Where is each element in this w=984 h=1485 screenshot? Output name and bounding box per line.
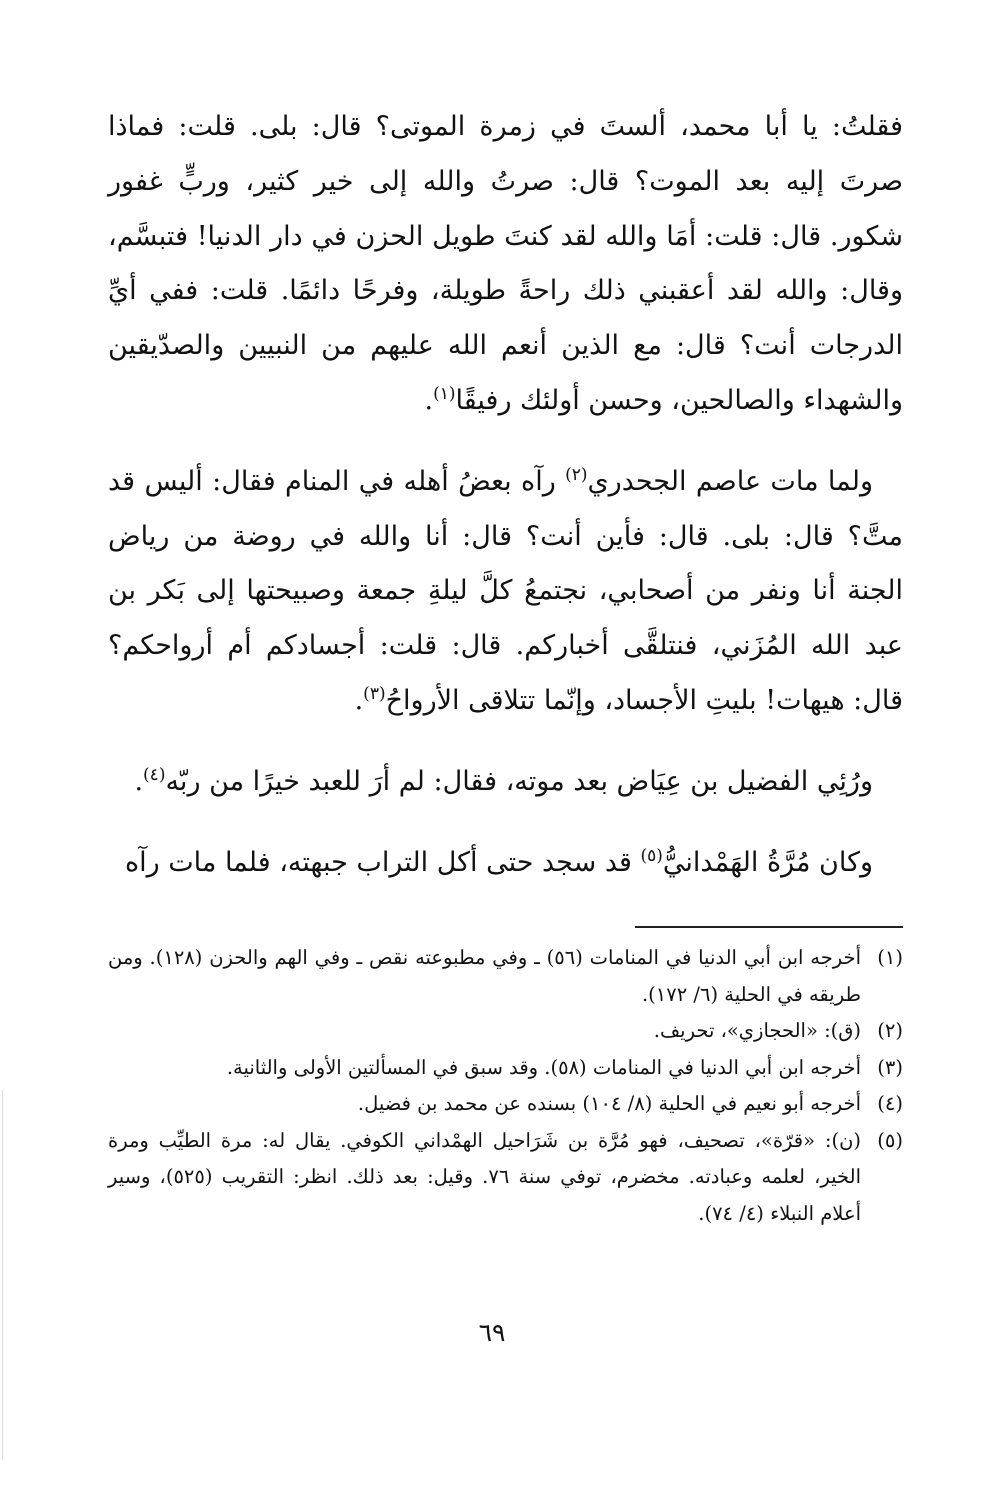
footnote-number: (٤) — [877, 1092, 903, 1115]
footnote-number: (١) — [877, 946, 903, 969]
footnote-5 — [108, 1123, 903, 1233]
footnotes — [108, 940, 903, 1232]
footnote-ref: (١) — [433, 383, 456, 404]
footnote-3 — [108, 1050, 903, 1087]
paragraph-text: رآه بعضُ أهله في المنام فقال: أليس قد متَّ؟ قال: بلى. قال: فأين أنت؟ قال: أنا والله في روضة من رياض الجنة أنا ونفر من أصحابي، نجتمعُ كلَّ ليلةِ جمعة وصبيحتها إلى بَكر بن عبد الله المُزَني، فنتلقَّى أخباركم. قال: قلت: أجسادكم أم أرواحكم؟ قال: هيهات! بليتِ الأجساد، وإنّما تتلاقى الأرواحُ — [108, 465, 903, 716]
main-text — [108, 100, 903, 890]
scan-edge-line — [2, 1090, 3, 1460]
paragraph-text: ورُئِي الفضيل بن عِيَاض بعد موته، فقال: لم أرَ للعبد خيرًا من ربّه — [165, 765, 873, 797]
paragraph-text: وكان مُرَّةُ الهَمْدانيُّ — [662, 846, 873, 878]
footnote-1 — [108, 940, 903, 1013]
footnote-ref: (٢) — [565, 464, 588, 485]
footnote-ref: (٥) — [640, 845, 663, 866]
footnote-number: (٣) — [877, 1055, 903, 1079]
paragraph-text: ولما مات عاصم الجحدري — [587, 465, 873, 497]
paragraph-text: فقلتُ: يا أبا محمد، ألستَ في زمرة الموتى؟ قال: بلى. قلت: فماذا صرتَ إليه بعد الموت؟ قال: صرتُ والله إلى خير كثير، وربٍّ غفور شكور. قال: قلت: أمَا والله لقد كنتَ طويل الحزن في دار الدنيا! فتبسَّم، وقال: والله لقد أعقبني ذلك راحةً طويلة، وفرحًا دائمًا. قلت: ففي أيِّ الدرجات أنت؟ قال: مع الذين أنعم الله عليهم من النبيين والصدّيقين والشهداء والصالحين، وحسن أولئك رفيقًا — [108, 111, 903, 416]
footnote-text: أخرجه ابن أبي الدنيا في المنامات (٥٨). وقد سبق في المسألتين الأولى والثانية. — [226, 1055, 861, 1079]
footnote-2 — [108, 1013, 903, 1050]
paragraph-2 — [108, 455, 903, 729]
paragraph-3 — [108, 755, 903, 810]
paragraph-tail: . — [354, 684, 364, 716]
footnote-text: أخرجه أبو نعيم في الحلية (٨/ ١٠٤) بسنده عن محمد بن فضيل. — [357, 1092, 861, 1115]
footnote-text: (ق): «الحجازي»، تحريف. — [653, 1019, 861, 1042]
footnote-ref: (٤) — [143, 764, 166, 785]
footnote-text: (ن): «قرّة»، تصحيف، فهو مُرَّة بن شَرَاحيل الهمْداني الكوفي. يقال له: مرة الطيِّب ومرة الخير، لعلمه وعبادته. مخضرم، توفي سنة ٧٦. وقيل: بعد ذلك. انظر: التقريب (٥٢٥)، وسير أعلام النبلاء (٤/ ٧٤). — [108, 1128, 862, 1225]
footnote-4 — [108, 1086, 903, 1123]
paragraph-tail: . — [424, 384, 434, 416]
footnote-text: أخرجه ابن أبي الدنيا في المنامات (٥٦) ـ وفي مطبوعته نقص ـ وفي الهم والحزن (١٢٨). ومن طريقه في الحلية (٦/ ١٧٢). — [108, 946, 862, 1006]
footnote-ref: (٣) — [363, 683, 386, 704]
paragraph-1 — [108, 100, 903, 429]
footnote-number: (٢) — [877, 1019, 903, 1042]
page-number: ٦٩ — [478, 1318, 506, 1347]
paragraph-text: قد سجد حتى أكل التراب جبهته، فلما مات رآه — [125, 846, 641, 878]
footnote-number: (٥) — [877, 1128, 903, 1152]
footnote-separator — [635, 926, 903, 928]
paragraph-tail: . — [134, 765, 144, 797]
paragraph-4 — [108, 836, 903, 891]
